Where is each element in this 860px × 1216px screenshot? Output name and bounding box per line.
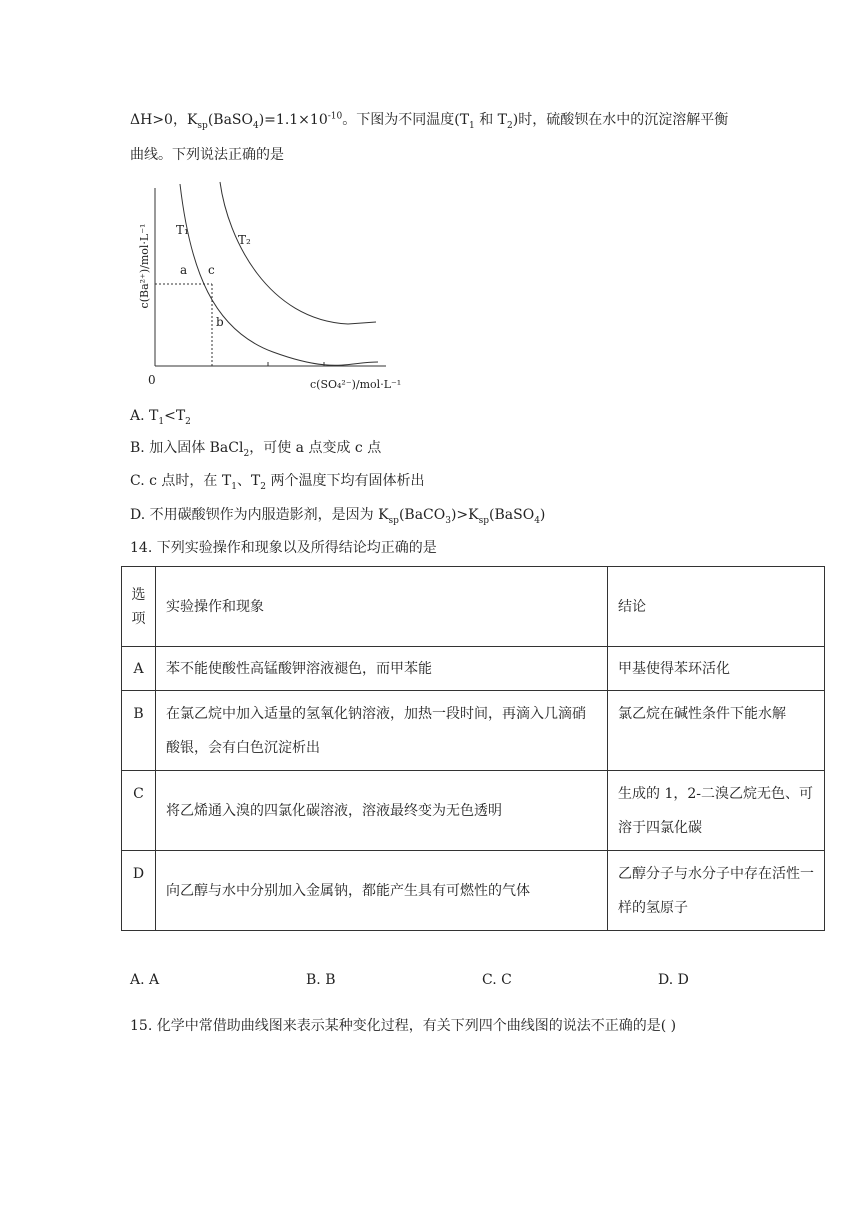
q13-option-a: A. $T_1<T_2$ [130,408,191,427]
q15-stem: 15. 化学中常借助曲线图来表示某种变化过程，有关下列四个曲线图的说法不正确的是( ) [130,1018,677,1034]
solubility-equilibrium-figure [128,170,418,396]
q14-table [121,566,825,931]
row-operation: 苯不能使酸性高锰酸钾溶液褪色，而甲苯能 [156,647,608,691]
header-conclusion: 结论 [608,567,825,647]
table-header-row [122,567,825,647]
row-operation: 在氯乙烷中加入适量的氢氧化钠溶液，加热一段时间，再滴入几滴硝酸银，会有白色沉淀析出 [156,691,608,771]
row-option: A [122,647,156,691]
table-row [122,647,825,691]
row-conclusion: 甲基使得苯环活化 [608,647,825,691]
row-option: C [122,771,156,851]
row-conclusion: 氯乙烷在碱性条件下能水解 [608,691,825,771]
q13-stem-line1: ΔH>0，$K_{sp}(BaSO_4)=1.1\times 10^{-10}$。下图为不同温度($T_1$ 和 $T_2$)时，硫酸钡在水中的沉淀溶解平衡 [130,111,729,131]
table-row [122,691,825,771]
q13-option-c: C. c 点时，在 $T_1$、$T_2$ 两个温度下均有固体析出 [130,473,425,492]
label-c: c [208,263,215,277]
table-row [122,771,825,851]
label-t1: T₁ [176,223,189,237]
header-operation: 实验操作和现象 [156,567,608,647]
row-option: D [122,851,156,931]
y-axis-label: c(Ba²⁺)/mol·L⁻¹ [138,223,151,309]
row-option: B [122,691,156,771]
label-t2: T₂ [238,233,251,247]
q13-option-b: B. 加入固体 BaCl$_2$，可使 a 点变成 c 点 [130,440,382,459]
label-b: b [216,315,224,329]
q14-stem: 14. 下列实验操作和现象以及所得结论均正确的是 [130,540,437,556]
answer-b: B. B [306,972,336,988]
answer-d: D. D [658,972,689,988]
table-row [122,851,825,931]
x-axis-label: c(SO₄²⁻)/mol·L⁻¹ [310,378,402,391]
row-operation: 将乙烯通入溴的四氯化碳溶液，溶液最终变为无色透明 [156,771,608,851]
origin-label: 0 [148,373,156,387]
curve-t2 [220,182,376,324]
q13-stem-line2: 曲线。下列说法正确的是 [130,147,284,163]
header-option: 选项 [122,567,156,647]
row-operation: 向乙醇与水中分别加入金属钠，都能产生具有可燃性的气体 [156,851,608,931]
row-conclusion: 乙醇分子与水分子中存在活性一样的氢原子 [608,851,825,931]
q13-option-d: D. 不用碳酸钡作为内服造影剂，是因为 $K_{sp}(BaCO_3)>K_{sp}(BaSO_4)$ [130,507,546,526]
row-conclusion: 生成的 1，2-二溴乙烷无色、可溶于四氯化碳 [608,771,825,851]
label-a: a [180,263,188,277]
answer-a: A. A [130,972,160,988]
answer-c: C. C [482,972,512,988]
